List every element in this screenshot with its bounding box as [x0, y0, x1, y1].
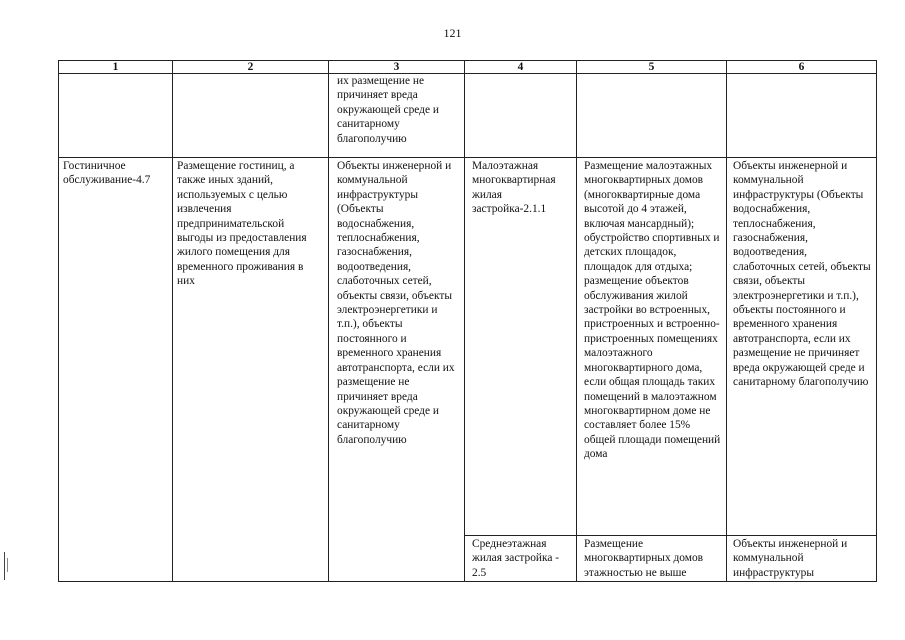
header-col-1: 1	[59, 61, 173, 74]
cell-empty	[577, 74, 727, 158]
cell-use-type: Гостиничное обслуживание-4.7	[59, 158, 173, 582]
cell-conditional-use-description: Размещение многоквартирных домов этажностью не выше	[577, 536, 727, 582]
cell-conditional-continuation: их размещение не причиняет вреда окружающей среде и санитарному благополучию	[329, 74, 465, 158]
cell-empty	[465, 74, 577, 158]
cell-conditional-auxiliary-uses: Объекты инженерной и коммунальной инфраструктуры	[727, 536, 877, 582]
cell-conditional-use-description: Размещение малоэтажных многоквартирных домов (многоквартирные дома высотой до 4 этажей, включая мансардный); обустройство спортивных и детских площадок, площадок для отдыха; размещение объектов обслуживания жилой застройки во встроенных, пристроенных и встроенно-пристроенных помещениях малоэтажного многоквартирного дома, если общая площадь таких помещений в малоэтажном многоквартирном доме не составляет более 15% общей площади помещений дома	[577, 158, 727, 536]
header-col-4: 4	[465, 61, 577, 74]
cell-conditional-use-type: Малоэтажная многоквартирная жилая застройка-2.1.1	[465, 158, 577, 536]
header-col-5: 5	[577, 61, 727, 74]
cell-conditional-auxiliary-uses: Объекты инженерной и коммунальной инфраструктуры (Объекты водоснабжения, теплоснабжения, газоснабжения, водоотведения, слаботочных сетей, объекты связи, объекты электроэнергетики и т.п.), объекты постоянного и временного хранения автотранспорта, если их размещение не причиняет вреда окружающей среде и санитарному благополучию	[727, 158, 877, 536]
header-col-2: 2	[173, 61, 329, 74]
cell-auxiliary-uses: Объекты инженерной и коммунальной инфраструктуры (Объекты водоснабжения, теплоснабжения, газоснабжения, водоотведения, слаботочных сетей, объекты связи, объекты электроэнергетики и т.п.), объекты постоянного и временного хранения автотранспорта, если их размещение не причиняет вреда окружающей среде и санитарному благополучию	[329, 158, 465, 582]
header-col-3: 3	[329, 61, 465, 74]
cell-empty	[727, 74, 877, 158]
table-row-continuation	[59, 74, 877, 158]
page-number: 121	[443, 26, 462, 40]
header-row	[59, 61, 877, 74]
zoning-table	[58, 60, 877, 582]
scan-margin-mark	[4, 552, 8, 580]
cell-use-description: Размещение гостиниц, а также иных зданий, используемых с целью извлечения предпринимательской выгоды из предоставления жилого помещения для временного проживания в них	[173, 158, 329, 582]
cell-conditional-use-type: Среднеэтажная жилая застройка - 2.5	[465, 536, 577, 582]
header-col-6: 6	[727, 61, 877, 74]
cell-empty	[59, 74, 173, 158]
cell-empty	[173, 74, 329, 158]
table-row-hotel-service	[59, 158, 877, 536]
